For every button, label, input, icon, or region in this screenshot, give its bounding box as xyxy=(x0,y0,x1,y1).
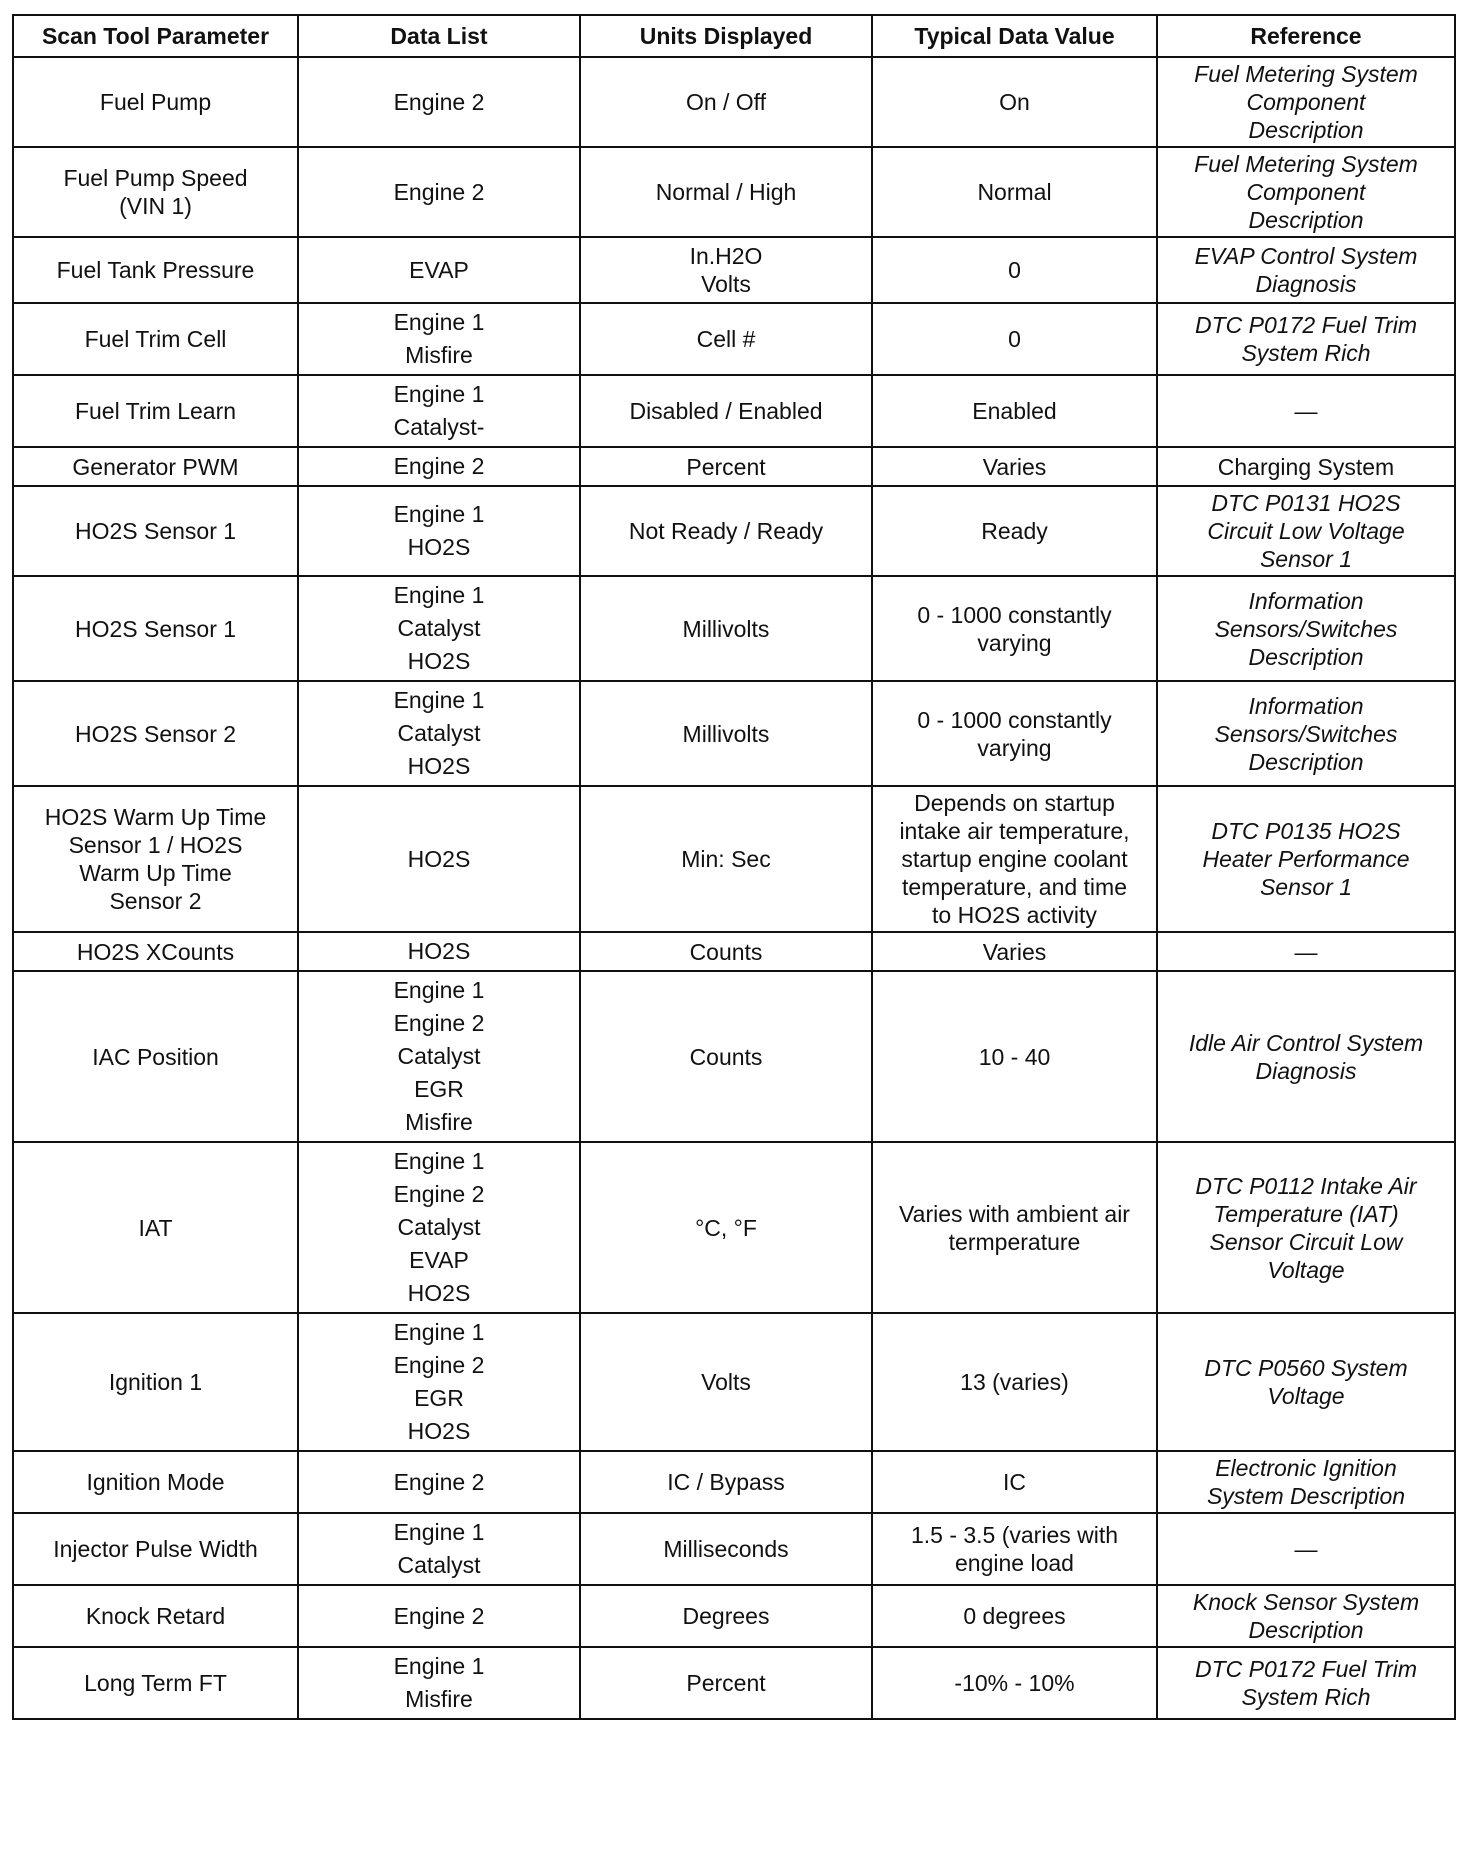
data-list-cell xyxy=(298,375,580,447)
cell-text-line: HO2S xyxy=(407,845,471,872)
cell-text-line: System Rich xyxy=(1241,340,1371,366)
cell-text-line: Misfire xyxy=(405,1109,473,1135)
cell-text-line: — xyxy=(1294,398,1318,424)
units-cell xyxy=(580,1142,872,1313)
cell-text-line: Voltage xyxy=(1267,1256,1345,1283)
cell-text-line: Information xyxy=(1248,692,1364,719)
data-list-cell xyxy=(298,786,580,932)
cell-text-line: Sensors/Switches xyxy=(1214,615,1398,642)
scan-tool-data-table-page xyxy=(12,14,1454,1720)
cell-text-line: Fuel Pump Speed xyxy=(63,165,248,191)
cell-text-line: Catalyst xyxy=(397,1552,481,1578)
data-list-cell xyxy=(298,1647,580,1719)
cell-text-line: (VIN 1) xyxy=(119,193,192,219)
table-row xyxy=(13,147,1455,237)
cell-text-line: HO2S Warm Up Time xyxy=(44,804,267,830)
table-row xyxy=(13,932,1455,971)
typical-value-cell xyxy=(872,375,1157,447)
cell-text-line: Knock Retard xyxy=(85,1603,226,1629)
typical-value-cell xyxy=(872,1585,1157,1647)
cell-text-line: Counts xyxy=(689,1043,763,1070)
cell-text-line: Sensor 1 xyxy=(1259,546,1353,572)
reference-cell xyxy=(1157,303,1455,375)
cell-text-line: EVAP Control System xyxy=(1194,243,1418,269)
cell-text-line: Engine 1 xyxy=(393,1319,485,1345)
data-list-cell xyxy=(298,57,580,147)
cell-text-line: Knock Sensor System xyxy=(1192,1589,1420,1615)
param-cell xyxy=(13,147,298,237)
param-cell xyxy=(13,1313,298,1451)
reference-cell xyxy=(1157,971,1455,1142)
cell-text-line: 13 (varies) xyxy=(960,1369,1069,1395)
cell-text-line: Engine 1 xyxy=(393,381,485,407)
cell-text-line: 0 xyxy=(1008,326,1021,352)
typical-value-cell xyxy=(872,971,1157,1142)
cell-text-line: Engine 1 xyxy=(393,501,485,527)
units-cell xyxy=(580,1647,872,1719)
cell-text-line: Engine 1 xyxy=(393,309,485,335)
cell-text-line: HO2S xyxy=(407,1418,471,1444)
cell-text-line: Depends on startup xyxy=(914,790,1115,816)
cell-text-line: Fuel Trim Learn xyxy=(74,398,237,424)
units-cell xyxy=(580,1513,872,1585)
param-cell xyxy=(13,1513,298,1585)
table-row xyxy=(13,681,1455,786)
cell-text-line: Misfire xyxy=(405,342,473,368)
reference-cell xyxy=(1157,1142,1455,1313)
param-cell xyxy=(13,786,298,932)
param-cell xyxy=(13,486,298,576)
typical-value-cell xyxy=(872,1142,1157,1313)
typical-value-cell xyxy=(872,1513,1157,1585)
cell-text-line: Fuel Tank Pressure xyxy=(56,257,255,283)
cell-text-line: Description xyxy=(1248,748,1364,775)
reference-cell xyxy=(1157,1451,1455,1513)
data-list-cell xyxy=(298,1142,580,1313)
cell-text-line: Fuel Metering System xyxy=(1194,151,1418,177)
cell-text-line: DTC P0172 Fuel Trim xyxy=(1195,312,1417,338)
units-cell xyxy=(580,375,872,447)
reference-cell xyxy=(1157,1585,1455,1647)
cell-text-line: EGR xyxy=(414,1076,464,1102)
cell-text-line: varying xyxy=(977,734,1052,761)
param-cell xyxy=(13,447,298,486)
param-cell xyxy=(13,57,298,147)
cell-text-line: Catalyst- xyxy=(393,414,485,440)
param-cell xyxy=(13,971,298,1142)
cell-text-line: Diagnosis xyxy=(1255,271,1357,297)
table-row xyxy=(13,486,1455,576)
table-row xyxy=(13,1451,1455,1513)
cell-text-line: Catalyst xyxy=(397,1043,481,1069)
table-row xyxy=(13,303,1455,375)
cell-text-line: Engine 2 xyxy=(393,1352,485,1378)
data-list-cell xyxy=(298,486,580,576)
cell-text-line: Description xyxy=(1248,1617,1364,1643)
cell-text-line: Engine 2 xyxy=(393,1468,485,1495)
cell-text-line: engine load xyxy=(955,1550,1074,1576)
cell-text-line: Voltage xyxy=(1267,1383,1345,1409)
reference-cell xyxy=(1157,1513,1455,1585)
cell-text-line: Engine 1 xyxy=(393,1653,485,1679)
data-list-cell xyxy=(298,1513,580,1585)
cell-text-line: — xyxy=(1294,938,1318,965)
cell-text-line: Engine 2 xyxy=(393,453,485,479)
cell-text-line: to HO2S activity xyxy=(932,902,1097,928)
cell-text-line: Engine 2 xyxy=(393,1602,485,1629)
cell-text-line: Description xyxy=(1248,207,1364,233)
cell-text-line: Varies xyxy=(982,453,1047,480)
cell-text-line: Ignition Mode xyxy=(86,1469,225,1495)
reference-cell xyxy=(1157,237,1455,303)
reference-cell xyxy=(1157,576,1455,681)
cell-text-line: 0 degrees xyxy=(963,1603,1066,1629)
table-row xyxy=(13,447,1455,486)
units-cell xyxy=(580,486,872,576)
typical-value-cell xyxy=(872,57,1157,147)
cell-text-line: Engine 1 xyxy=(393,582,485,608)
data-list-cell xyxy=(298,932,580,971)
typical-value-cell xyxy=(872,237,1157,303)
cell-text-line: Normal / High xyxy=(655,179,797,205)
cell-text-line: Engine 2 xyxy=(393,178,485,205)
cell-text-line: temperature, and time xyxy=(901,874,1127,900)
cell-text-line: HO2S Sensor 2 xyxy=(74,720,237,747)
reference-cell xyxy=(1157,375,1455,447)
cell-text-line: Engine 2 xyxy=(393,1010,485,1036)
header-units-displayed: Units Displayed xyxy=(580,15,872,57)
param-cell xyxy=(13,303,298,375)
units-cell xyxy=(580,681,872,786)
data-list-cell xyxy=(298,447,580,486)
cell-text-line: Engine 1 xyxy=(393,687,485,713)
cell-text-line: System Description xyxy=(1206,1483,1406,1509)
header-reference: Reference xyxy=(1157,15,1455,57)
table-row xyxy=(13,576,1455,681)
cell-text-line: EGR xyxy=(414,1385,464,1411)
cell-text-line: Electronic Ignition xyxy=(1215,1455,1397,1481)
cell-text-line: Heater Performance xyxy=(1202,846,1410,872)
cell-text-line: DTC P0560 System xyxy=(1204,1355,1408,1381)
units-cell xyxy=(580,1585,872,1647)
cell-text-line: HO2S xyxy=(407,938,471,964)
data-list-cell xyxy=(298,681,580,786)
param-cell xyxy=(13,681,298,786)
cell-text-line: DTC P0131 HO2S xyxy=(1211,490,1401,516)
cell-text-line: — xyxy=(1294,1536,1318,1562)
cell-text-line: Engine 1 xyxy=(393,977,485,1003)
table-body xyxy=(13,57,1455,1719)
cell-text-line: IC / Bypass xyxy=(667,1469,785,1495)
cell-text-line: Min: Sec xyxy=(681,846,771,872)
typical-value-cell xyxy=(872,447,1157,486)
units-cell xyxy=(580,932,872,971)
cell-text-line: varying xyxy=(977,629,1052,656)
cell-text-line: Disabled / Enabled xyxy=(629,398,823,424)
units-cell xyxy=(580,786,872,932)
cell-text-line: 0 - 1000 constantly xyxy=(917,601,1112,628)
table-row xyxy=(13,1142,1455,1313)
param-cell xyxy=(13,1142,298,1313)
cell-text-line: Sensors/Switches xyxy=(1214,720,1398,747)
table-row xyxy=(13,1513,1455,1585)
cell-text-line: In.H2O xyxy=(689,243,763,269)
cell-text-line: HO2S XCounts xyxy=(76,938,235,965)
cell-text-line: Sensor Circuit Low xyxy=(1209,1228,1403,1255)
cell-text-line: Fuel Trim Cell xyxy=(84,326,227,352)
scan-tool-data-table xyxy=(12,14,1456,1720)
cell-text-line: Idle Air Control System xyxy=(1188,1029,1424,1056)
cell-text-line: Cell # xyxy=(696,326,756,352)
cell-text-line: Varies xyxy=(982,938,1047,965)
cell-text-line: °C, °F xyxy=(695,1214,757,1241)
cell-text-line: EVAP xyxy=(409,256,469,283)
table-row xyxy=(13,1313,1455,1451)
cell-text-line: Not Ready / Ready xyxy=(628,518,824,544)
cell-text-line: HO2S xyxy=(407,753,471,779)
cell-text-line: 10 - 40 xyxy=(978,1043,1051,1070)
table-row xyxy=(13,375,1455,447)
data-list-cell xyxy=(298,971,580,1142)
reference-cell xyxy=(1157,147,1455,237)
param-cell xyxy=(13,1647,298,1719)
cell-text-line: DTC P0172 Fuel Trim xyxy=(1195,1656,1417,1682)
units-cell xyxy=(580,1313,872,1451)
data-list-cell xyxy=(298,147,580,237)
reference-cell xyxy=(1157,57,1455,147)
units-cell xyxy=(580,447,872,486)
typical-value-cell xyxy=(872,932,1157,971)
data-list-cell xyxy=(298,576,580,681)
table-row xyxy=(13,786,1455,932)
cell-text-line: Millivolts xyxy=(682,720,770,747)
typical-value-cell xyxy=(872,1313,1157,1451)
cell-text-line: On / Off xyxy=(685,89,767,115)
cell-text-line: Sensor 2 xyxy=(109,888,202,914)
reference-cell xyxy=(1157,447,1455,486)
cell-text-line: EVAP xyxy=(409,1247,469,1273)
typical-value-cell xyxy=(872,303,1157,375)
reference-cell xyxy=(1157,1647,1455,1719)
reference-cell xyxy=(1157,932,1455,971)
cell-text-line: 0 - 1000 constantly xyxy=(917,706,1112,733)
typical-value-cell xyxy=(872,147,1157,237)
cell-text-line: System Rich xyxy=(1241,1684,1371,1710)
units-cell xyxy=(580,576,872,681)
cell-text-line: intake air temperature, xyxy=(899,818,1130,844)
reference-cell xyxy=(1157,681,1455,786)
table-row xyxy=(13,237,1455,303)
cell-text-line: Sensor 1 xyxy=(1259,874,1353,900)
cell-text-line: Percent xyxy=(686,1670,766,1696)
cell-text-line: termperature xyxy=(948,1228,1081,1255)
cell-text-line: Enabled xyxy=(972,398,1057,424)
cell-text-line: Engine 1 xyxy=(393,1519,485,1545)
header-typical-data-value: Typical Data Value xyxy=(872,15,1157,57)
cell-text-line: Warm Up Time xyxy=(79,860,232,886)
typical-value-cell xyxy=(872,786,1157,932)
cell-text-line: Milliseconds xyxy=(663,1536,789,1562)
cell-text-line: Component xyxy=(1246,179,1366,205)
cell-text-line: Generator PWM xyxy=(72,453,239,480)
cell-text-line: Sensor 1 / HO2S xyxy=(68,832,243,858)
cell-text-line: Ready xyxy=(981,518,1048,544)
cell-text-line: Volts xyxy=(701,1369,751,1395)
header-scan-tool-parameter: Scan Tool Parameter xyxy=(13,15,298,57)
typical-value-cell xyxy=(872,576,1157,681)
cell-text-line: Temperature (IAT) xyxy=(1213,1200,1399,1227)
cell-text-line: Circuit Low Voltage xyxy=(1207,518,1405,544)
units-cell xyxy=(580,971,872,1142)
table-row xyxy=(13,1585,1455,1647)
cell-text-line: Fuel Pump xyxy=(99,89,212,115)
header-row xyxy=(13,15,1455,57)
cell-text-line: Information xyxy=(1248,587,1364,614)
cell-text-line: HO2S xyxy=(407,648,471,674)
cell-text-line: IAC Position xyxy=(92,1043,219,1070)
typical-value-cell xyxy=(872,1647,1157,1719)
cell-text-line: Component xyxy=(1246,89,1366,115)
cell-text-line: Description xyxy=(1248,643,1364,670)
cell-text-line: DTC P0135 HO2S xyxy=(1211,818,1401,844)
cell-text-line: IAT xyxy=(138,1214,173,1241)
units-cell xyxy=(580,57,872,147)
cell-text-line: Catalyst xyxy=(397,720,481,746)
data-list-cell xyxy=(298,1313,580,1451)
cell-text-line: Counts xyxy=(689,938,763,965)
cell-text-line: Misfire xyxy=(405,1686,473,1712)
cell-text-line: Catalyst xyxy=(397,615,481,641)
cell-text-line: Engine 2 xyxy=(393,1181,485,1207)
cell-text-line: Degrees xyxy=(682,1603,770,1629)
cell-text-line: Fuel Metering System xyxy=(1194,61,1418,87)
cell-text-line: Normal xyxy=(977,179,1052,205)
data-list-cell xyxy=(298,303,580,375)
param-cell xyxy=(13,375,298,447)
typical-value-cell xyxy=(872,1451,1157,1513)
units-cell xyxy=(580,237,872,303)
cell-text-line: -10% - 10% xyxy=(954,1670,1075,1696)
data-list-cell xyxy=(298,1585,580,1647)
cell-text-line: startup engine coolant xyxy=(901,846,1128,872)
param-cell xyxy=(13,237,298,303)
header-data-list: Data List xyxy=(298,15,580,57)
param-cell xyxy=(13,1451,298,1513)
cell-text-line: Description xyxy=(1248,117,1364,143)
cell-text-line: IC xyxy=(1003,1469,1026,1495)
param-cell xyxy=(13,1585,298,1647)
cell-text-line: Varies with ambient air xyxy=(899,1200,1130,1227)
cell-text-line: HO2S xyxy=(407,534,471,560)
cell-text-line: 1.5 - 3.5 (varies with xyxy=(910,1522,1119,1548)
cell-text-line: Diagnosis xyxy=(1255,1057,1357,1084)
data-list-cell xyxy=(298,1451,580,1513)
param-cell xyxy=(13,932,298,971)
cell-text-line: Catalyst xyxy=(397,1214,481,1240)
cell-text-line: Engine 2 xyxy=(393,88,485,115)
cell-text-line: Volts xyxy=(701,271,751,297)
table-row xyxy=(13,57,1455,147)
cell-text-line: HO2S Sensor 1 xyxy=(74,518,237,544)
units-cell xyxy=(580,1451,872,1513)
units-cell xyxy=(580,303,872,375)
cell-text-line: HO2S xyxy=(407,1280,471,1306)
cell-text-line: Millivolts xyxy=(682,615,770,642)
cell-text-line: DTC P0112 Intake Air xyxy=(1195,1172,1417,1199)
cell-text-line: Ignition 1 xyxy=(108,1369,203,1395)
reference-cell xyxy=(1157,1313,1455,1451)
table-row xyxy=(13,971,1455,1142)
table-row xyxy=(13,1647,1455,1719)
cell-text-line: On xyxy=(999,89,1030,115)
cell-text-line: Engine 1 xyxy=(393,1148,485,1174)
cell-text-line: Injector Pulse Width xyxy=(53,1536,258,1562)
reference-cell xyxy=(1157,786,1455,932)
cell-text-line: Percent xyxy=(686,453,766,480)
units-cell xyxy=(580,147,872,237)
param-cell xyxy=(13,576,298,681)
reference-cell xyxy=(1157,486,1455,576)
cell-text-line: Long Term FT xyxy=(84,1670,227,1696)
data-list-cell xyxy=(298,237,580,303)
cell-text-line: HO2S Sensor 1 xyxy=(74,615,237,642)
cell-text-line: 0 xyxy=(1008,257,1021,283)
cell-text-line: Charging System xyxy=(1217,453,1395,480)
typical-value-cell xyxy=(872,681,1157,786)
typical-value-cell xyxy=(872,486,1157,576)
